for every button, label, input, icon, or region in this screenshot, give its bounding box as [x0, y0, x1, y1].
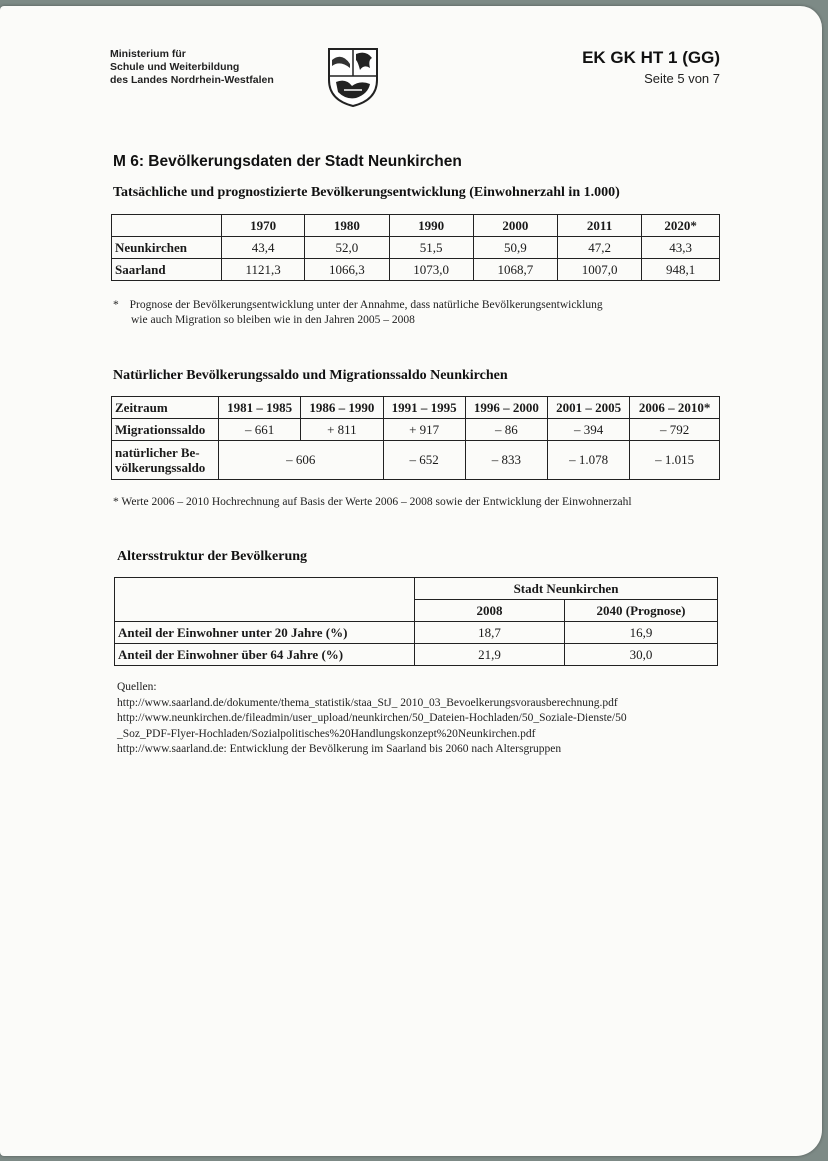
table-row: [112, 441, 720, 480]
year-header: 2040 (Prognose): [565, 600, 718, 622]
period-header: 1991 – 1995: [383, 397, 465, 419]
table-row: [115, 622, 718, 644]
table-cell: 1068,7: [473, 259, 557, 281]
source-line: http://www.neunkirchen.de/fileadmin/user_upload/neunkirchen/50_Dateien-Hochladen/50_Soziale-Dienste/50: [117, 712, 627, 724]
table-cell: – 792: [630, 419, 720, 441]
footnote-marker: *: [113, 299, 119, 311]
population-table: [111, 214, 720, 281]
row-label: Zeitraum: [112, 397, 219, 419]
table-cell: 51,5: [389, 237, 473, 259]
exam-code: EK GK HT 1 (GG): [582, 48, 720, 67]
table-cell: – 652: [383, 441, 465, 480]
table2-footnote: * Werte 2006 – 2010 Hochrechnung auf Basis der Werte 2006 – 2008 sowie der Entwicklung der Einwohnerzahl: [113, 496, 632, 508]
table-cell: 21,9: [415, 644, 565, 666]
ministry-line-3: des Landes Nordrhein-Westfalen: [110, 74, 274, 86]
footnote-line-1: Prognose der Bevölkerungsentwicklung unter der Annahme, dass natürliche Bevölkerungsentwicklung: [129, 299, 603, 311]
table-cell: – 606: [219, 441, 384, 480]
period-header: 2001 – 2005: [548, 397, 630, 419]
document-page: [0, 6, 822, 1156]
label-line-1: natürlicher Be-: [115, 445, 200, 460]
table-cell: 1121,3: [222, 259, 305, 281]
table-row: [112, 237, 720, 259]
ministry-line-1: Ministerium für: [110, 48, 186, 60]
page-indicator: Seite 5 von 7: [644, 71, 720, 86]
source-line: http://www.saarland.de: Entwicklung der Bevölkerung im Saarland bis 2060 nach Altersgruppen: [117, 743, 562, 755]
sources-label: Quellen:: [117, 681, 157, 693]
year-header: 1990: [389, 215, 473, 237]
row-label: Migrationssaldo: [112, 419, 219, 441]
table1-heading: Tatsächliche und prognostizierte Bevölkerungsentwicklung (Einwohnerzahl in 1.000): [113, 185, 620, 200]
year-header: 2011: [557, 215, 641, 237]
table-cell: 1007,0: [557, 259, 641, 281]
row-label: Anteil der Einwohner über 64 Jahre (%): [115, 644, 415, 666]
table-cell: – 833: [465, 441, 547, 480]
table-cell: + 917: [383, 419, 465, 441]
period-header: 1996 – 2000: [465, 397, 547, 419]
year-header: 2020*: [642, 215, 720, 237]
row-label: [112, 441, 219, 480]
year-header: 2000: [473, 215, 557, 237]
table-row: [112, 419, 720, 441]
period-header: 1986 – 1990: [301, 397, 383, 419]
table-cell: 30,0: [565, 644, 718, 666]
table-cell: + 811: [301, 419, 383, 441]
table-row: [112, 397, 720, 419]
table-cell: – 1.078: [548, 441, 630, 480]
table-cell: [115, 578, 415, 622]
table1-footnote: [113, 298, 603, 328]
table-cell: 43,3: [642, 237, 720, 259]
table-cell: 18,7: [415, 622, 565, 644]
age-structure-table: [114, 577, 718, 666]
table-cell: – 661: [219, 419, 301, 441]
table-cell: – 86: [465, 419, 547, 441]
table-cell: 1073,0: [389, 259, 473, 281]
label-line-2: völkerungssaldo: [115, 460, 206, 475]
material-title: M 6: Bevölkerungsdaten der Stadt Neunkirchen: [113, 153, 462, 170]
table-cell: – 394: [548, 419, 630, 441]
table-row: [112, 215, 720, 237]
table-cell: 948,1: [642, 259, 720, 281]
source-line: _Soz_PDF-Flyer-Hochladen/Sozialpolitisches%20Handlungskonzept%20Neunkirchen.pdf: [117, 727, 536, 740]
sources-block: [117, 680, 627, 758]
table-row: [115, 578, 718, 600]
year-header: 2008: [415, 600, 565, 622]
table-cell: 43,4: [222, 237, 305, 259]
table3-heading: Altersstruktur der Bevölkerung: [117, 549, 308, 564]
table2-heading: Natürlicher Bevölkerungssaldo und Migrationssaldo Neunkirchen: [113, 368, 508, 383]
table-cell: 50,9: [473, 237, 557, 259]
row-label: Anteil der Einwohner unter 20 Jahre (%): [115, 622, 415, 644]
year-header: 1970: [222, 215, 305, 237]
period-header: 2006 – 2010*: [630, 397, 720, 419]
nrw-coat-of-arms-icon: [326, 46, 380, 108]
table-row: [115, 644, 718, 666]
ministry-line-2: Schule und Weiterbildung: [110, 61, 240, 73]
table-cell: 16,9: [565, 622, 718, 644]
table-cell: – 1.015: [630, 441, 720, 480]
table-cell: [112, 215, 222, 237]
saldo-table: [111, 396, 720, 480]
footnote-line-2: wie auch Migration so bleiben wie in den Jahren 2005 – 2008: [131, 314, 415, 326]
row-label: Saarland: [112, 259, 222, 281]
period-header: 1981 – 1985: [219, 397, 301, 419]
ministry-name: [110, 48, 274, 87]
row-label: Neunkirchen: [112, 237, 222, 259]
source-line: http://www.saarland.de/dokumente/thema_statistik/staa_StJ_ 2010_03_Bevoelkerungsvorausberechnung.pdf: [117, 696, 618, 709]
table-row: [112, 259, 720, 281]
table-cell: 52,0: [305, 237, 389, 259]
group-header: Stadt Neunkirchen: [415, 578, 718, 600]
table-cell: 47,2: [557, 237, 641, 259]
table-cell: 1066,3: [305, 259, 389, 281]
year-header: 1980: [305, 215, 389, 237]
